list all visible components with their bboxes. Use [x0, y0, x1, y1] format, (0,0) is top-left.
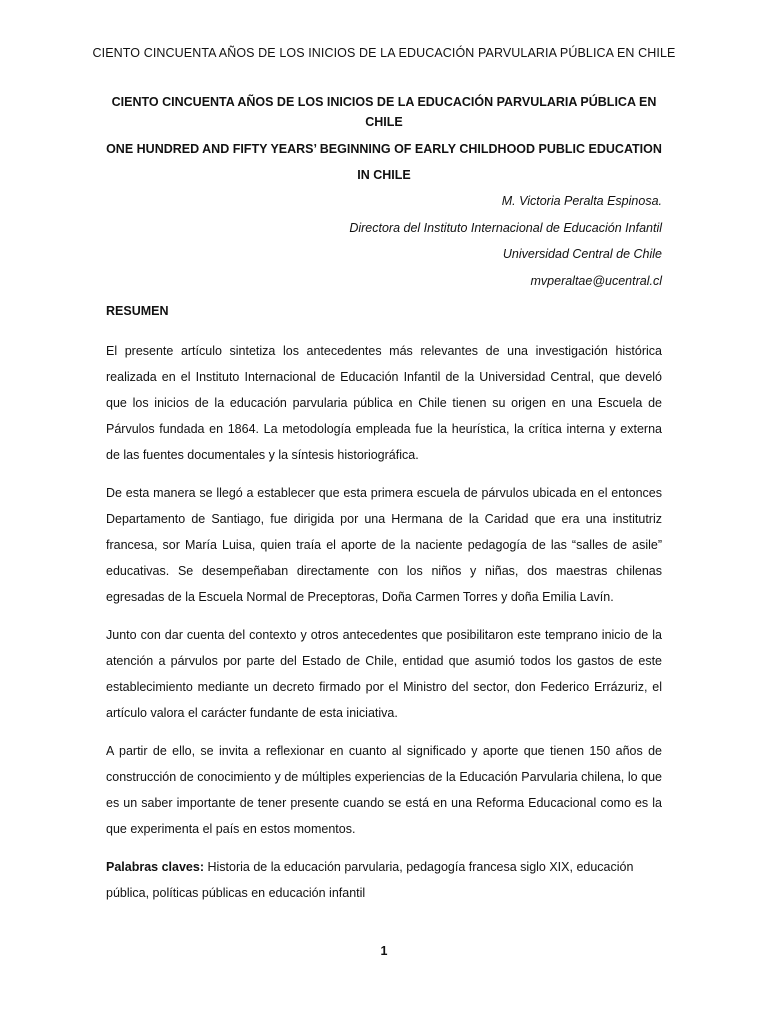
- abstract-paragraph: A partir de ello, se invita a reflexionar en cuanto al significado y aporte que tienen 150 años de construcción de conocimiento y de múltiples experiencias de la Educación Parvularia chilena, lo que es un saber importante de tener presente cuando se está en una Reforma Educacional como es la que experimenta el país en estos momentos.: [106, 744, 662, 836]
- author-name: M. Victoria Peralta Espinosa.: [501, 194, 662, 208]
- author-block: [106, 188, 662, 294]
- author-position: Directora del Instituto Internacional de Educación Infantil: [349, 220, 662, 235]
- keywords-text: Historia de la educación parvularia, pedagogía francesa siglo XIX, educación pública, políticas públicas en educación infantil: [106, 860, 634, 900]
- abstract-heading: RESUMEN: [106, 304, 169, 318]
- article-body: [106, 92, 662, 906]
- title-english: ONE HUNDRED AND FIFTY YEARS’ BEGINNING OF EARLY CHILDHOOD PUBLIC EDUCATION IN CHILE: [106, 142, 662, 182]
- title-spanish: CIENTO CINCUENTA AÑOS DE LOS INICIOS DE LA EDUCACIÓN PARVULARIA PÚBLICA EN CHILE: [111, 95, 657, 129]
- author-email: mvperaltae@ucentral.cl: [530, 273, 662, 288]
- abstract-paragraph: De esta manera se llegó a establecer que esta primera escuela de párvulos ubicada en el entonces Departamento de Santiago, fue dirigida por una Hermana de la Caridad que era una institutriz francesa, sor María Luisa, quien traía el aporte de la naciente pedagogía de las “salles de asile” educativas. Se desempeñaban directamente con los niños y niñas, dos maestras chilenas egresadas de la Escuela Normal de Preceptoras, Doña Carmen Torres y doña Emilia Lavín.: [106, 486, 662, 604]
- author-institution: Universidad Central de Chile: [502, 247, 662, 261]
- abstract-paragraph: Junto con dar cuenta del contexto y otros antecedentes que posibilitaron este temprano inicio de la atención a párvulos por parte del Estado de Chile, entidad que asumió todos los gastos de este establecimiento mediante un decreto firmado por el Ministro del sector, don Federico Errázuriz, el artículo valora el carácter fundante de esta iniciativa.: [106, 628, 662, 720]
- abstract-paragraph: El presente artículo sintetiza los antecedentes más relevantes de una investigación histórica realizada en el Instituto Internacional de Educación Infantil de la Universidad Central, que develó que los inicios de la educación parvularia pública en Chile tienen su origen en una Escuela de Párvulos fundada en 1864. La metodología empleada fue la heurística, la crítica interna y externa de las fuentes documentales y la síntesis historiográfica.: [106, 344, 662, 462]
- running-header: CIENTO CINCUENTA AÑOS DE LOS INICIOS DE LA EDUCACIÓN PARVULARIA PÚBLICA EN CHILE: [92, 46, 676, 60]
- keywords: [106, 854, 662, 906]
- keywords-label: Palabras claves:: [106, 860, 204, 874]
- page-number: 1: [380, 944, 388, 958]
